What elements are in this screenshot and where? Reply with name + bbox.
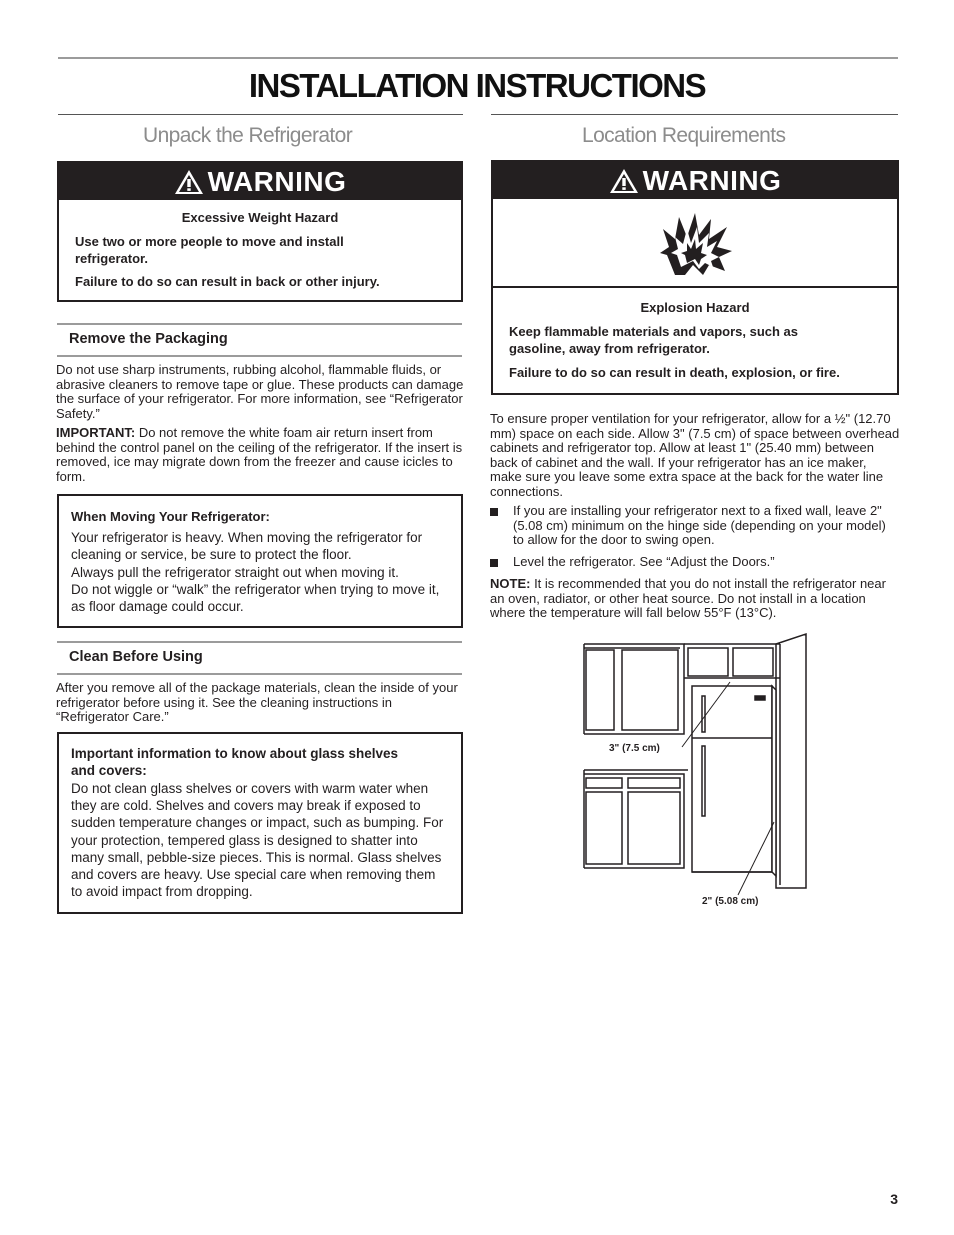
note-text: It is recommended that you do not install the refrigerator near an oven, radiator, or other heat source. Do not install in a location where the temperature will fall below 55°F (13°C). bbox=[490, 576, 886, 620]
important-text: Do not remove the white foam air return insert from behind the control panel on the ceiling of the refrigerator. If the insert is removed, ice may migrate down from the freezer and cause icicles to form. bbox=[56, 425, 463, 484]
explosion-icon-panel bbox=[493, 199, 897, 288]
hazard-title: Excessive Weight Hazard bbox=[181, 210, 339, 225]
glass-note-text: Do not clean glass shelves or covers with warm water when they are cold. Shelves and covers may break if exposed to sudden temperature changes or impact, such as bumping. For your protection, tempered glass is designed to shatter into many small, pebble-size pieces. This is normal. Glass shelves and covers are heavy. Use special care when removing them to avoid impact from dropping. bbox=[71, 781, 444, 900]
warning-label: WARNING bbox=[207, 165, 347, 197]
ventilation-paragraph: To ensure proper ventilation for your refrigerator, allow for a ½" (12.70 mm) space on each side. Allow 3" (7.5 cm) of space between overhead cabinets and refrigerator top. Allow at least 1" (25.40 mm) between back of cabinet and the wall. If your refrigerator has an ice maker, make sure you leave some extra space at the back for the water line connections. bbox=[490, 411, 900, 499]
moving-note-box bbox=[57, 494, 463, 628]
remove-packaging-subhead bbox=[57, 323, 462, 357]
clearance-top-label: 3" (7.5 cm) bbox=[609, 743, 660, 754]
weight-warning-box bbox=[57, 161, 463, 302]
important-label: IMPORTANT: bbox=[56, 425, 136, 440]
explosion-warning-box bbox=[491, 160, 899, 395]
moving-note-title: When Moving Your Refrigerator: bbox=[71, 509, 270, 524]
hazard-title: Explosion Hazard bbox=[640, 300, 750, 315]
bullet-fixed-wall bbox=[490, 504, 900, 548]
remove-packaging-paragraph: Do not use sharp instruments, rubbing alcohol, flammable fluids, or abrasive cleaners to remove tape or glue. These products can damage the surface of your refrigerator. For more information, see “Refrigerator Safety.” bbox=[56, 362, 464, 421]
location-heading: Location Requirements bbox=[582, 124, 786, 147]
clean-paragraph: After you remove all of the package materials, clean the inside of your refrigerator before using it. See the cleaning instructions in “Refrigerator Care.” bbox=[56, 680, 458, 724]
bullet-text: If you are installing your refrigerator next to a fixed wall, leave 2" (5.08 cm) minimum on the hinge side (depending on your model) to allow for the door to swing open. bbox=[513, 503, 886, 547]
glass-note-title: Important information to know about glass shelves and covers: bbox=[71, 746, 399, 779]
warning-banner bbox=[493, 162, 897, 199]
moving-note-line-1: Your refrigerator is heavy. When moving the refrigerator for cleaning or service, be sure to protect the floor. bbox=[71, 530, 423, 563]
page-number: 3 bbox=[890, 1191, 898, 1207]
warning-label: WARNING bbox=[642, 164, 782, 196]
important-paragraph bbox=[56, 426, 464, 484]
subhead-label: Remove the Packaging bbox=[69, 331, 228, 347]
top-rule bbox=[58, 57, 898, 59]
bullet-text: Level the refrigerator. See “Adjust the Doors.” bbox=[513, 554, 775, 569]
left-heading-rule bbox=[58, 114, 463, 115]
warning-line-1: Keep flammable materials and vapors, such as gasoline, away from refrigerator. bbox=[509, 324, 799, 356]
bullet-square-icon bbox=[490, 508, 498, 516]
right-heading-rule bbox=[491, 114, 898, 115]
page-title: INSTALLATION INSTRUCTIONS bbox=[248, 67, 706, 104]
note-paragraph bbox=[490, 577, 900, 621]
note-label: NOTE: bbox=[490, 576, 531, 591]
explosion-icon bbox=[659, 211, 733, 277]
glass-note-box bbox=[57, 732, 463, 914]
warning-triangle-icon bbox=[174, 169, 204, 195]
warning-banner bbox=[59, 163, 461, 200]
moving-note-line-2: Always pull the refrigerator straight out when moving it. bbox=[71, 565, 399, 580]
warning-line-2: Failure to do so can result in back or other injury. bbox=[75, 274, 380, 289]
installation-diagram bbox=[580, 630, 812, 915]
clearance-side-label: 2" (5.08 cm) bbox=[702, 896, 759, 907]
clean-before-using-subhead bbox=[57, 641, 462, 675]
subhead-label: Clean Before Using bbox=[69, 649, 203, 665]
warning-line-2: Failure to do so can result in death, explosion, or fire. bbox=[509, 365, 840, 380]
warning-triangle-icon bbox=[609, 168, 639, 194]
bullet-level bbox=[490, 555, 900, 570]
warning-line-1: Use two or more people to move and install refrigerator. bbox=[75, 234, 344, 266]
unpack-heading: Unpack the Refrigerator bbox=[143, 124, 353, 147]
bullet-square-icon bbox=[490, 559, 498, 567]
moving-note-line-3: Do not wiggle or “walk” the refrigerator when trying to move it, as floor damage could occur. bbox=[71, 582, 440, 615]
